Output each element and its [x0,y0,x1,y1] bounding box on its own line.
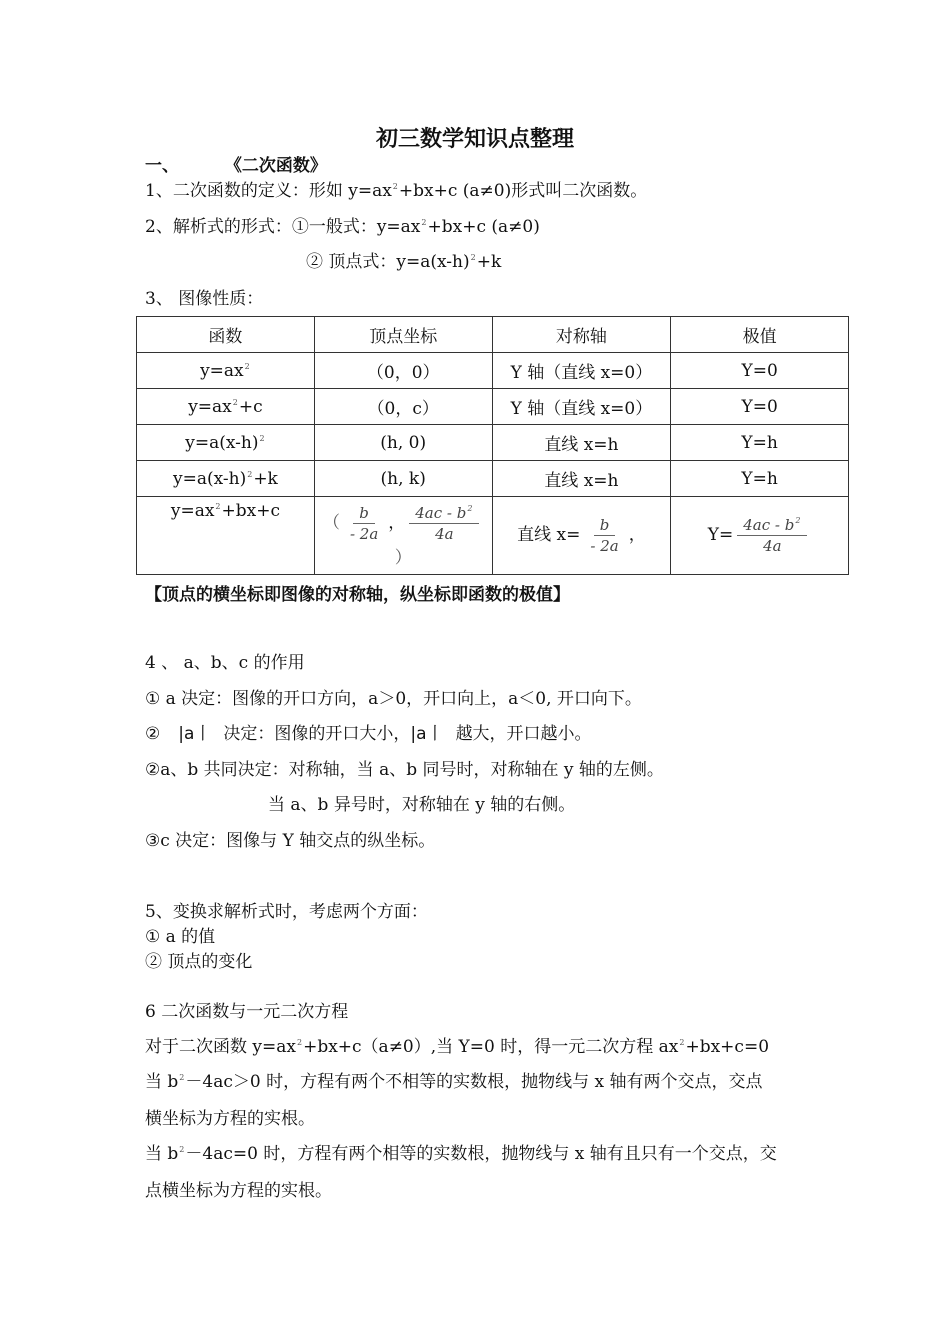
fraction: $\frac{4ac - b^2}{4a}$ [737,516,807,555]
extreme-cell: Y= $\frac{4ac - b^2}{4a}$ [671,497,849,575]
item-5-heading: 5、变换求解析式时，考虑两个方面： [145,902,428,922]
function-cell: $y=a(x-h)^2+k$ [137,461,315,497]
table-row [137,425,849,461]
item-6-line-5: 点横坐标为方程的实根。 [145,1181,332,1201]
extreme-cell: Y=0 [671,353,849,389]
vertex-cell: (h, 0) [314,425,492,461]
table-header: 对称轴 [492,317,671,353]
page-title: 初三数学知识点整理 [375,127,574,152]
item-4-line-1: ① a 决定：图像的开口方向，a＞0，开口向上，a＜0, 开口向下。 [145,689,642,709]
table-row [137,497,849,575]
table-row [137,353,849,389]
axis-cell: Y 轴（直线 x=0） [492,389,671,425]
function-cell: $y=ax^2+c$ [137,389,315,425]
function-cell: $y=ax^2$ [137,353,315,389]
extreme-cell: Y=h [671,461,849,497]
extreme-cell: Y=0 [671,389,849,425]
item-6-line-2: 当 $b^2-4ac>0$ 时，方程有两个不相等的实数根，抛物线与 x 轴有两个交点，交点 [145,1072,763,1092]
vertex-cell: （ $\frac{b}{- 2a}$ ， $\frac{4ac - b^2}{4a}$ ） [314,497,492,575]
axis-cell: 直线 x=h [492,461,671,497]
vertex-cell: （0，c） [314,389,492,425]
axis-cell: 直线 x=h [492,425,671,461]
item-6-heading: 6 二次函数与一元二次方程 [145,1002,349,1022]
function-cell: $y=ax^2+bx+c$ [137,497,315,575]
axis-cell: Y 轴（直线 x=0） [492,353,671,389]
item-2-vertex-form: ② 顶点式：$y=a(x-h)^2+k$ [306,252,502,272]
item-1-definition: 1、二次函数的定义：形如 $y=ax^2+bx+c$ (a≠0)形式叫二次函数。 [145,181,648,201]
item-6-line-4: 当 $b^2-4ac=0$ 时，方程有两个相等的实数根，抛物线与 x 轴有且只有一个交点，交 [145,1144,777,1164]
item-4-line-4: 当 a、b 异号时，对称轴在 y 轴的右侧。 [268,795,576,815]
axis-cell: 直线 x= $\frac{b}{- 2a}$ ， [492,497,671,575]
vertex-cell: （0，0） [314,353,492,389]
table-header-row [137,317,849,353]
section-number: 一、 [145,156,179,176]
table-header: 顶点坐标 [314,317,492,353]
extreme-cell: Y=h [671,425,849,461]
item-5-line-1: ① a 的值 [145,927,216,947]
vertex-cell: (h, k) [314,461,492,497]
item-4-line-3: ②a、b 共同决定：对称轴，当 a、b 同号时，对称轴在 y 轴的左侧。 [145,760,664,780]
item-6-line-3: 横坐标为方程的实根。 [145,1109,315,1129]
item-3-heading: 3、 图像性质： [145,289,264,309]
function-cell: $y=a(x-h)^2$ [137,425,315,461]
item-2-general-form: 2、解析式的形式：①一般式：$y=ax^2+bx+c$ (a≠0) [145,217,540,237]
table-header: 函数 [137,317,315,353]
item-4-line-2: ② |a丨 决定：图像的开口大小，|a丨 越大，开口越小。 [145,724,592,744]
fraction: $\frac{b}{- 2a}$ [349,503,379,543]
table-row [137,461,849,497]
table-header: 极值 [671,317,849,353]
item-4-line-5: ③c 决定：图像与 Y 轴交点的纵坐标。 [145,831,436,851]
item-4-heading: 4 、 a、b、c 的作用 [145,653,305,673]
item-6-line-1: 对于二次函数 $y=ax^2+bx+c(a\ne 0)$,当 Y=0 时，得一元二次方程 $ax^2+bx+c=0$ [145,1037,770,1057]
vertex-note: 【顶点的横坐标即图像的对称轴，纵坐标即函数的极值】 [145,585,570,605]
section-name: 《二次函数》 [224,156,327,176]
item-5-line-2: ② 顶点的变化 [145,952,253,972]
properties-table [136,316,849,575]
table-row [137,389,849,425]
fraction: $\frac{4ac - b^2}{4a}$ [409,504,479,543]
section-heading [145,151,327,176]
fraction: $\frac{b}{- 2a}$ [590,516,619,555]
